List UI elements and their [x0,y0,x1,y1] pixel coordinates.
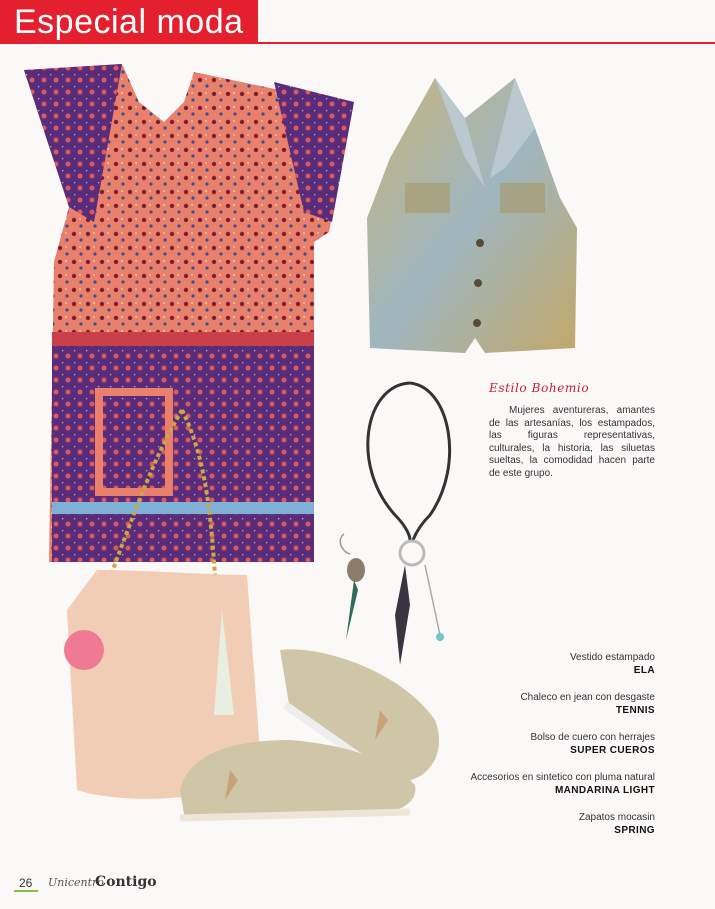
header-rule [258,42,715,44]
credit-item [445,771,655,797]
shoes-image [170,640,445,840]
footer-brand: Contigo [95,874,157,890]
section-title: Estilo Bohemio [489,381,590,395]
credit-item [445,691,655,717]
credit-brand: MANDARINA LIGHT [554,785,655,796]
section-body: Mujeres aventureras, amantes de las artesanías, los estampados, las figuras representativas, culturales, la historia, las siluetas sueltas, la comodidad hacen parte de este grupo. [489,405,655,479]
footer-logo: Unicentro [48,876,104,889]
product-credits [445,651,655,851]
footer-accent-line [14,890,38,892]
page-title: Especial moda [14,3,244,41]
credit-description: Bolso de cuero con herrajes [530,732,655,743]
credit-brand: ELA [633,665,655,676]
credit-brand: SPRING [614,825,655,836]
page-number: 26 [19,876,33,890]
credit-brand: SUPER CUEROS [570,745,655,756]
credit-item [445,651,655,677]
credit-item [445,731,655,757]
vest-image [365,68,580,353]
earring-image [336,530,376,650]
header-bar [0,0,258,44]
credit-description: Chaleco en jean con desgaste [520,692,655,703]
credit-description: Accesorios en sintetico con pluma natural [470,772,655,783]
credit-item [445,811,655,837]
credit-description: Vestido estampado [569,652,655,663]
credit-brand: TENNIS [615,705,655,716]
credit-description: Zapatos mocasin [578,812,655,823]
